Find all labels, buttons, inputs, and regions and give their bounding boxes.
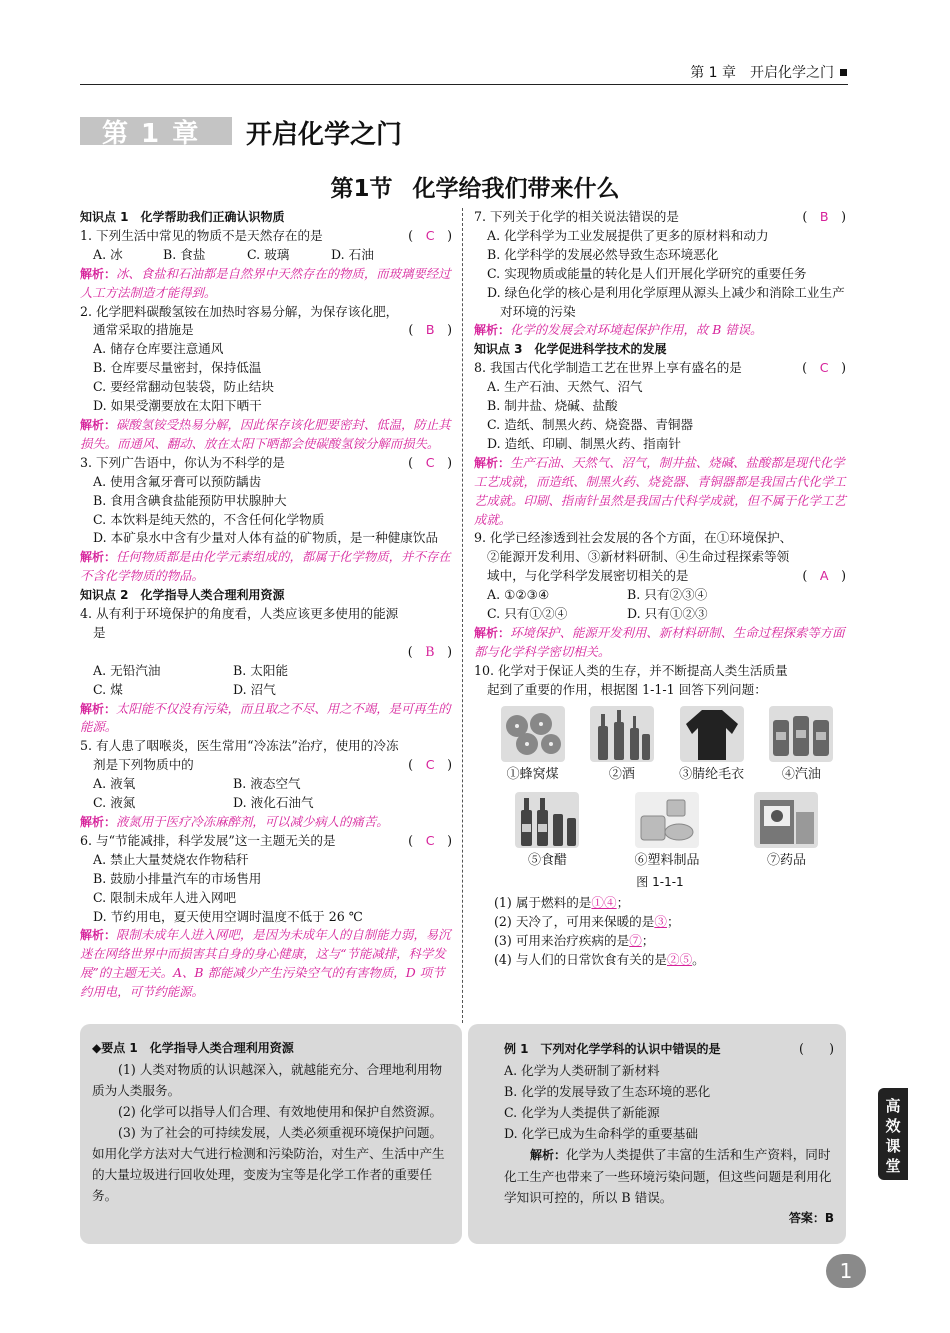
options: A. ①②③④ B. 只有②③④ [487,587,708,603]
page-number: 1 [826,1254,866,1288]
paragraph: (1) 人类对物质的认识越深入，就越能充分、合理地利用物质为人类服务。 [92,1062,443,1098]
sub-question: (4) 与人们的日常饮食有关的是②⑤。 [494,952,705,967]
explanation: 解析：液氮用于医疗冷冻麻醉剂，可以减少病人的痛苦。 [80,814,389,829]
medicine-box-image [754,792,818,848]
right-column [474,208,846,970]
explanation: 解析：冰、食盐和石油都是自然界中天然存在的物质，而玻璃要经过人工方法制造才能得到。 [80,265,451,300]
options: A. 冰 B. 食盐 C. 玻璃 D. 石油 [93,246,374,262]
figure-row-2 [488,792,846,871]
figure-item: ⑤食醋 [515,792,579,871]
option: A. 禁止大量焚烧农作物秸秆 [93,851,249,867]
options: C. 煤 D. 沼气 [93,681,276,697]
question-5: 5. 有人患了咽喉炎，医生常用“冷冻法”治疗，使用的冷冻剂是下列物质中的 ( C ) [80,738,452,773]
column-divider [462,208,463,1023]
figure-item: ①蜂窝煤 [501,706,565,785]
left-column [80,208,452,1002]
example-heading: 例 1 下列对化学学科的认识中错误的是 ( ) [504,1041,834,1056]
question-10: 10. 化学对于保证人类的生存，并不断提高人类生活质量起到了重要的作用，根据图 1-1-1 回答下列问题： [474,662,788,697]
header-rule [80,84,848,85]
option: A. 储存仓库要注意通风 [93,341,224,357]
plastic-products-image [635,792,699,848]
option: D. 造纸、印刷、制黑火药、指南针 [487,435,681,451]
option: B. 化学的发展导致了生态环境的恶化 [504,1084,711,1099]
option: A. 化学科学为工业发展提供了更多的原材料和动力 [487,227,769,243]
option: A. 生产石油、天然气、沼气 [487,379,643,395]
section-title: 第1节 化学给我们带来什么 [330,176,620,202]
question-7: 7. 下列关于化学的相关说法错误的是 ( B ) [474,209,846,224]
question-6: 6. 与“节能减排，科学发展”这一主题无关的是 ( C ) [80,832,452,848]
option: B. 鼓励小排量汽车的市场售用 [93,870,262,886]
explanation: 解析：化学的发展会对环境起保护作用，故 B 错误。 [474,322,763,338]
figure-item: ③腈纶毛衣 [679,706,744,785]
liquor-bottles-image [590,706,654,762]
options: C. 液氮 D. 液化石油气 [93,795,314,811]
key-point-box [80,1024,462,1244]
option: B. 制井盐、烧碱、盐酸 [487,398,618,414]
explanation: 解析：限制未成年人进入网吧，是因为未成年人的自制能力弱，易沉迷在网络世界中而损害其自身的身心健康，这与“节能减排，科学发展”的主题无关。A、B 都能减少产生污染空气的有害物质，D 项节约用电，可节约能源。 [80,927,451,1000]
explanation: 解析：碳酸氢铵受热易分解，因此保存该化肥要密封、低温，防止其损失。而通风、翻动、放在太阳下晒都会使碳酸氢铵分解而损失。 [80,416,451,451]
figure-item: ④汽油 [769,706,833,785]
honeycomb-coal-image [501,706,565,762]
options: C. 只有①②④ D. 只有①②③ [487,606,708,622]
question-9: 9. 化学已经渗透到社会发展的各个方面，在①环境保护、②能源开发利用、③新材料研制、④生命过程探索等领域中，与化学科学发展密切相关的是 ( A ) [474,530,846,584]
vinegar-bottles-image [515,792,579,848]
question-2: 2. 化学肥料碳酸氢铵在加热时容易分解，为保存该化肥，通常采取的措施是 ( B ) [80,303,452,338]
options: A. 液氧 B. 液态空气 [93,776,301,792]
sweater-image [680,706,744,762]
sub-question: (3) 可用来治疗疾病的是⑦； [494,933,655,949]
explanation: 解析：太阳能不仅没有污染，而且取之不尽、用之不竭，是可再生的能源。 [80,700,451,735]
option: C. 限制未成年人进入网吧 [93,889,237,905]
example-box [468,1024,846,1244]
chapter-number: 第 1 章 [102,119,201,149]
option: D. 如果受潮要放在太阳下晒干 [93,398,262,414]
paragraph: (2) 化学可以指导人们合理、有效地使用和保护自然资源。 [118,1104,443,1119]
example-answer: 答案：B [788,1211,834,1225]
question-3: 3. 下列广告语中，你认为不科学的是 ( C ) [80,454,452,470]
option: C. 本饮料是纯天然的，不含任何化学物质 [93,511,325,527]
figure-item: ②酒 [590,706,654,785]
knowledge-point-1: 知识点 1 化学帮助我们正确认识物质 [80,210,285,224]
figure-row-1 [488,706,846,785]
option: C. 化学为人类提供了新能源 [504,1105,660,1120]
side-tab: 高效课堂 [878,1088,908,1180]
explanation: 解析：任何物质都是由化学元素组成的，都属于化学物质，并不存在不含化学物质的物品。 [80,549,451,584]
sub-question: (2) 天冷了，可用来保暖的是③； [494,914,680,930]
option: D. 绿色化学的核心是利用化学原理从源头上减少和消除工业生产对环境的污染 [487,284,845,319]
figure-item: ⑥塑料制品 [634,792,699,871]
paragraph: (3) 为了社会的可持续发展，人类必须重视环境保护问题。如用化学方法对大气进行检测和污染防治，对生产、生活中产生的大量垃圾进行回收处理，变废为宝等是化学工作者的重要任务。 [92,1125,445,1203]
figure-caption: 图 1-1-1 [636,875,684,890]
option: C. 造纸、制黑火药、烧瓷器、青铜器 [487,416,694,432]
option: B. 仓库要尽量密封，保持低温 [93,360,262,376]
gasoline-cans-image [769,706,833,762]
sub-question: (1) 属于燃料的是①④； [494,895,630,911]
chapter-title: 开启化学之门 [246,120,403,150]
running-header: 第 1 章 开启化学之门 [690,62,847,82]
option: D. 节约用电，夏天使用空调时温度不低于 26 ℃ [93,908,363,924]
option: D. 本矿泉水中含有少量对人体有益的矿物质，是一种健康饮品 [93,530,439,546]
answer-paren: ( B ) [407,643,452,659]
option: A. 化学为人类研制了新材料 [504,1063,660,1078]
option: A. 使用含氟牙膏可以预防龋齿 [93,473,262,489]
question-4: 4. 从有利于环境保护的角度看，人类应该更多使用的能源是 [80,606,399,640]
figure-item: ⑦药品 [754,792,818,871]
options: A. 无铅汽油 B. 太阳能 [93,662,289,678]
knowledge-point-2: 知识点 2 化学指导人类合理利用资源 [80,588,285,603]
question-1: 1. 下列生活中常见的物质不是天然存在的是 ( C ) [80,227,452,243]
option: D. 化学已成为生命科学的重要基础 [504,1126,698,1141]
square-bullet-icon [840,69,847,76]
option: C. 实现物质或能量的转化是人们开展化学研究的重要任务 [487,265,807,281]
key-point-heading: ◆要点 1 化学指导人类合理利用资源 [92,1041,294,1055]
knowledge-point-3: 知识点 3 化学促进科学技术的发展 [474,342,667,357]
explanation: 解析：环境保护、能源开发利用、新材料研制、生命过程探索等方面都与化学科学密切相关。 [474,624,845,659]
explanation: 解析：生产石油、天然气、沼气，制井盐、烧碱、盐酸都是现代化学工艺成就，而造纸、制黑火药、烧瓷器、青铜器都是我国古代化学工艺成就。印刷、指南针虽然是我国古代科学成就，但不属于化学工艺成就。 [474,454,846,527]
option: B. 化学科学的发展必然导致生态环境恶化 [487,246,719,262]
question-8: 8. 我国古代化学制造工艺在世界上享有盛名的是 ( C ) [474,360,846,376]
example-explanation: 解析：化学为人类提供了丰富的生活和生产资料，同时化工生产也带来了一些环境污染问题，但这些问题是利用化学知识可控的，所以 B 错误。 [504,1147,832,1205]
option: B. 食用含碘食盐能预防甲状腺肿大 [93,492,287,508]
option: C. 要经常翻动包装袋，防止结块 [93,379,274,395]
